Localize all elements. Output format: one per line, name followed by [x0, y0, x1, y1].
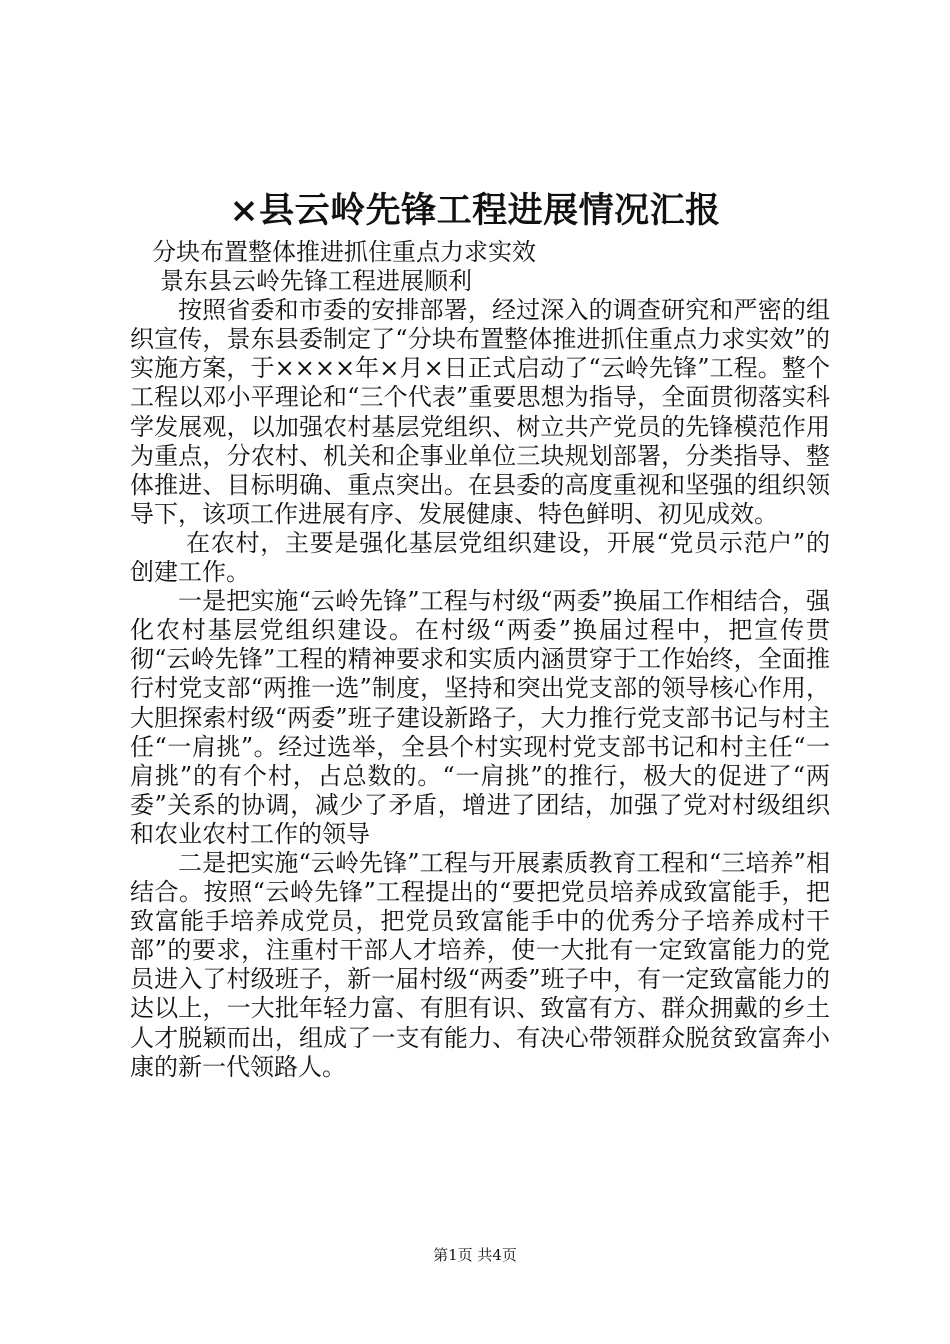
paragraph-point-two: 二是把实施“云岭先锋”工程与开展素质教育工程和“三培养”相结合。按照“云岭先锋”工程提出的“要把党员培养成致富能手，把致富能手培养成党员，把党员致富能手中的优秀分子培养成村干部”的要求，注重村干部人才培养，使一大批有一定致富能力的党员进入了村级班子，新一届村级“两委”班子中，有一定致富能力的达以上，一大批年轻力富、有胆有识、致富有方、群众拥戴的乡土人才脱颖而出，组成了一支有能力、有决心带领群众脱贫致富奔小康的新一代领路人。: [130, 848, 830, 1081]
subtitle-line-2: 景东县云岭先锋工程进展顺利: [160, 267, 472, 296]
paragraph-intro: 按照省委和市委的安排部署，经过深入的调查研究和严密的组织宣传，景东县委制定了“分块布置整体推进抓住重点力求实效”的实施方案，于××××年×月×日正式启动了“云岭先锋”工程。整个工程以邓小平理论和“三个代表”重要思想为指导，全面贯彻落实科学发展观，以加强农村基层党组织、树立共产党员的先锋模范作用为重点，分农村、机关和企事业单位三块规划部署，分类指导、整体推进、目标明确、重点突出。在县委的高度重视和坚强的组织领导下，该项工作进展有序、发展健康、特色鲜明、初见成效。: [130, 296, 830, 528]
paragraph-point-one: 一是把实施“云岭先锋”工程与村级“两委”换届工作相结合，强化农村基层党组织建设。在村级“两委”换届过程中，把宣传贯彻“云岭先锋”工程的精神要求和实质内涵贯穿于工作始终，全面推行村党支部“两推一选”制度，坚持和突出党支部的领导核心作用，大胆探索村级“两委”班子建设新路子，大力推行党支部书记与村主任“一肩挑”。经过选举，全县个村实现村党支部书记和村主任“一肩挑”的有个村，占总数的。“一肩挑”的推行，极大的促进了“两委”关系的协调，减少了矛盾，增进了团结，加强了党对村级组织和农业农村工作的领导: [130, 587, 830, 848]
document-title: ×县云岭先锋工程进展情况汇报: [229, 190, 721, 231]
page-footer: 第1页 共4页: [433, 1246, 517, 1264]
document-body: [130, 238, 830, 1082]
paragraph-rural: 在农村，主要是强化基层党组织建设，开展“党员示范户”的创建工作。: [130, 528, 830, 587]
subtitle-line-1: 分块布置整体推进抓住重点力求实效: [152, 238, 536, 266]
